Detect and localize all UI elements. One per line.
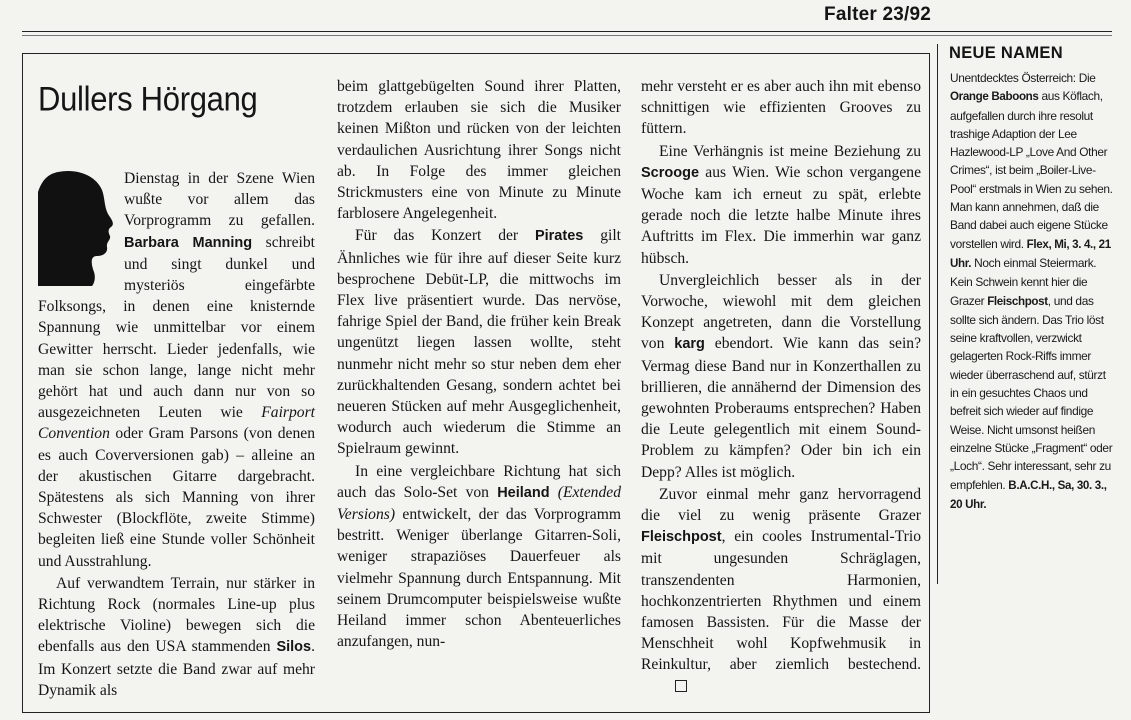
paragraph: Auf verwandtem Terrain, nur stärker in Richtung Rock (normales Line-up plus elektrische Violine) bewegen sich die ebenfalls aus den USA stammenden Silos. Im Konzert setzte die Band zwar auf mehr Dynamik als — [38, 574, 315, 699]
sidebar-text: Unentdecktes Österreich: Die Orange Baboons aus Köflach, aufgefallen durch ihre resolut trashige Adaption der Lee Hazlewood-LP „Love And Other Crimes“, ist beim „Boiler-Live-Pool“ erstmals in Wien zu sehen. Man kann annehmen, daß die Band dabei auch eigene Stücke vorstellen wird. Flex, Mi, 3. 4., 21 Uhr. Noch einmal Steiermark. Kein Schwein kennt hier die Grazer Fleischpost, und das sollte sich ändern. Das Trio löst seine kraftvollen, verzwickt gelagerten Rock-Riffs immer wieder überraschend auf, stürzt in ein gesuchtes Chaos und befreit sich wieder auf findige Weise. Nicht umsonst heißen einzelne Stücke „Fragment“ oder „Loch“. Sehr interessant, sehr zu empfehlen. B.A.C.H., Sa, 30. 3., 20 Uhr. — [950, 71, 1113, 511]
end-mark-icon — [675, 680, 687, 692]
band-name: karg — [674, 336, 705, 353]
article-headline: Dullers Hörgang — [38, 79, 258, 119]
band-name: Silos — [276, 639, 312, 656]
article-body-col2 — [337, 76, 621, 652]
paragraph: mehr versteht er es aber auch ihn mit ebenso schnittigen wie effizienten Grooves zu füttern. — [641, 78, 921, 138]
masthead: Falter 23/92 — [824, 4, 931, 25]
sidebar-divider — [937, 44, 938, 584]
sidebar-neue-namen — [943, 44, 1113, 514]
italic-text: (Extended Versions) — [337, 483, 621, 524]
paragraph: In eine vergleichbare Richtung hat sich auch das Solo-Set von Heiland (Extended Versions) entwickelt, der das Vorprogramm bestritt. Weniger überlange Gitarren-Soli, weniger strapaziöses Dauerfeuer als vielmehr Spannung durch Entspannung. Mit seinem Drumcomputer beispielsweise wußte Heiland immer schon Abenteuerliches anzufangen, nun- — [337, 462, 621, 651]
paragraph: Eine Verhängnis ist meine Beziehung zu Scrooge aus Wien. Wie schon vergangene Woche kam ich erneut zu spät, erlebte gerade noch die letzte halbe Minute ihres Auftritts im Flex. Die immerhin war ganz hübsch. — [641, 142, 921, 267]
italic-text: Fairport Convention — [38, 404, 315, 443]
band-name: Heiland — [497, 484, 550, 501]
paragraph: Unvergleichlich besser als in der Vorwoche, wiewohl mit dem gleichen Konzept angetreten, dann die Vorstellung von karg ebendort. Wie kann das sein? Vermag diese Band nur in Konzerthallen zu brillieren, die annähernd der Dimension des gewohnten Proberaums entsprechen? Haben die Leute gelegentlich mit einem Sound-Problem zu kämpfen? Oder bin ich ein Depp? Alles ist möglich. — [641, 271, 921, 481]
article-body-col3 — [641, 76, 921, 697]
top-rule — [22, 31, 1112, 32]
article-column-1 — [38, 74, 315, 701]
paragraph: Dienstag in der Szene Wien wußte vor allem das Vorprogramm zu gefallen. Barbara Manning schreibt und singt dunkel und mysteriös eingefärbte Folksongs, in denen eine knisternde Spannung wie unmittelbar vor einem Gewitter herrscht. Lieder jedenfalls, wie man sie schon lange, lange nicht mehr gehört hat und auch dann nur von so ausgezeichneten Leuten wie Fairport Convention oder Gram Parsons (von denen es auch Coverversionen gab) – alleine an der akustischen Gitarre dargebracht. Spätestens als sich Manning von ihrer Schwester (Blockflöte, zweite Stimme) begleiten ließ eine Stunde voller Schönheit und Ausstrahlung. — [38, 170, 316, 570]
paragraph: Für das Konzert der Pirates gilt Ähnliches wie für ihre auf dieser Seite kurz besprochene Debüt-LP, die mittwochs im Flex live präsentiert wurde. Das nervöse, fahrige Spiel der Band, die früher kein Break ungenützt liegen lassen wollte, steht nunmehr nicht mehr so stur neben dem eher zurückhaltenden Gesang, sondern achtet bei neueren Stücken auf mehr Ausgeglichenheit, wodurch auch wiederum die Stimme an Spielraum gewinnt. — [337, 227, 621, 458]
sidebar-title: NEUE NAMEN — [949, 44, 1063, 62]
article-column-3 — [641, 76, 921, 697]
profile-silhouette-icon — [38, 168, 118, 286]
event-date: B.A.C.H., Sa, 30. 3., 20 Uhr. — [950, 478, 1107, 511]
article-column-2 — [337, 76, 621, 652]
paragraph: Zuvor einmal mehr ganz hervorragend die viel zu wenig präsente Grazer Fleischpost, ein cooles Instrumental-Trio mit ungesunden Schräglagen, transzendenten Harmonien, hochkonzentrierten Rhythmen und einem famosen Bassisten. Für die Masse der Menschheit wohl Kopfwehmusik in Reinkultur, aber ziemlich bestechend. — [641, 484, 921, 697]
paragraph: beim glattgebügelten Sound ihrer Platten, trotzdem erlauben sie sich die Musiker keinen Mißton und rücken von der leichten verdaulichen Ausrichtung ihrer Songs nicht ab. In Folge des immer gleichen Strickmusters eine von Minute zu Minute farblosere Angelegenheit. — [337, 78, 621, 223]
band-name: Fleischpost — [987, 294, 1048, 308]
band-name: Orange Baboons — [950, 90, 1039, 104]
top-rule-thin — [22, 35, 1112, 36]
band-name: Barbara Manning — [124, 234, 253, 251]
band-name: Pirates — [534, 228, 584, 245]
band-name: Fleischpost — [641, 529, 722, 546]
band-name: Scrooge — [641, 164, 700, 181]
event-date: Flex, Mi, 3. 4., 21 Uhr. — [950, 237, 1111, 270]
